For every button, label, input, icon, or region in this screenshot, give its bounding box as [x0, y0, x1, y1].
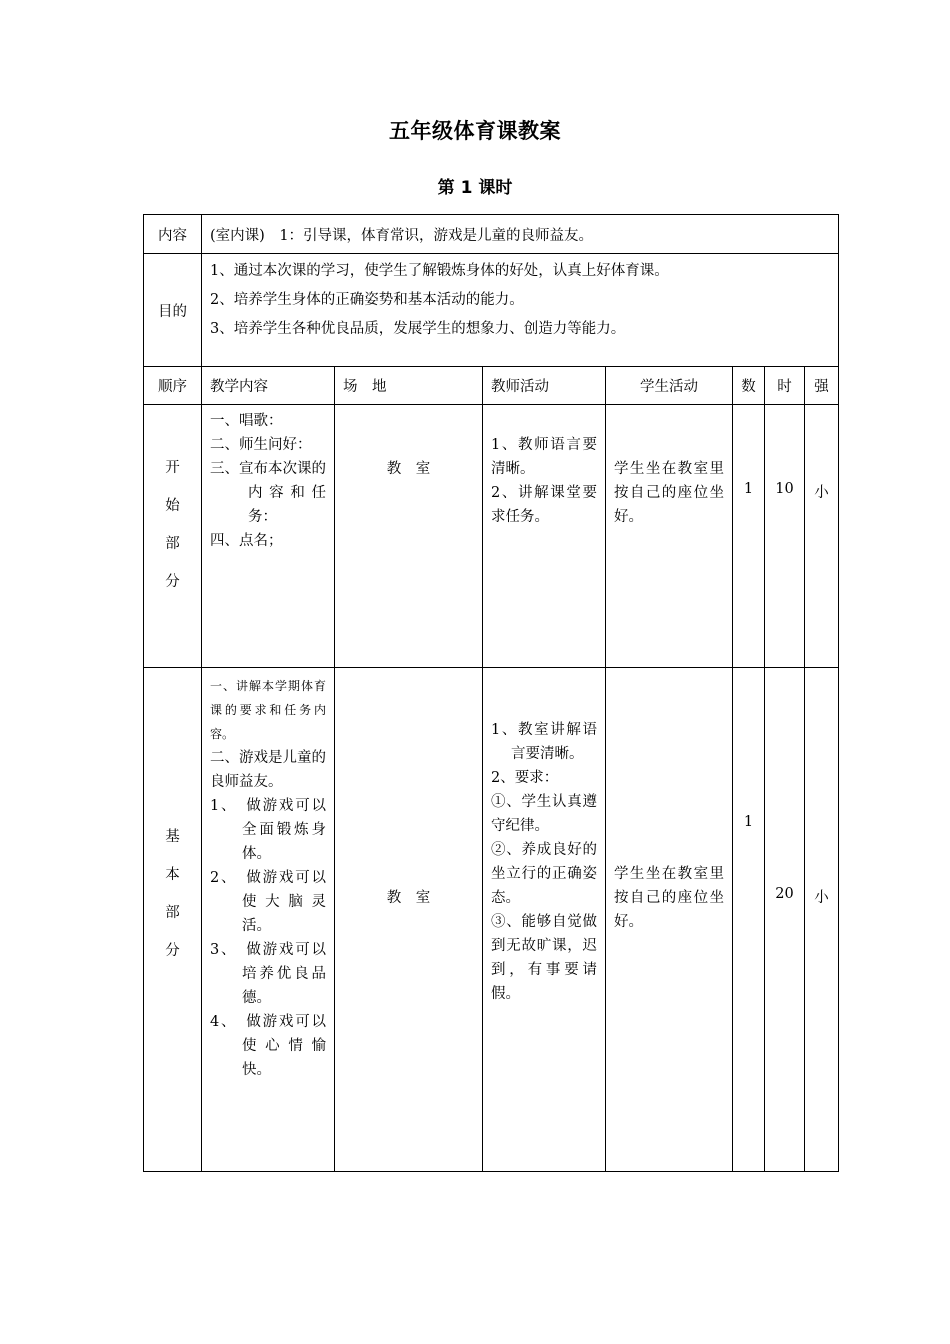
list-item: 2、要求：: [491, 770, 559, 786]
list-item: 2、 做游戏可以使大脑灵活。: [210, 870, 326, 934]
header-intensity: 强: [805, 367, 839, 405]
header-order: 顺序: [144, 367, 202, 405]
lesson-number: 第 1 课时: [437, 178, 513, 198]
section-intensity-start: 小: [805, 405, 839, 668]
section-label-start: 开 始 部 分: [144, 405, 202, 668]
section-time-start: 10: [765, 405, 805, 668]
header-teacher-activity: 教师活动: [483, 367, 606, 405]
content-label: 内容: [144, 215, 202, 254]
section-venue-start: 教 室: [335, 405, 483, 668]
goals-list: [202, 254, 839, 367]
section-content-start: [202, 405, 335, 668]
section-intensity-basic: 小: [805, 668, 839, 1172]
list-item: 1、教室讲解语言要清晰。: [491, 722, 597, 762]
goals-row: [144, 254, 839, 367]
list-item: 一、唱歌：: [210, 413, 283, 429]
section-student-basic: 学生坐在教室里按自己的座位坐好。: [606, 668, 733, 1172]
section-row-start: [144, 405, 839, 668]
list-item: ③、能够自觉做到无故旷课，迟到，有事要请假。: [491, 914, 597, 1002]
goal-item: 2、培养学生身体的正确姿势和基本活动的能力。: [210, 292, 524, 308]
section-count-basic: 1: [733, 668, 765, 1172]
header-student-activity: 学生活动: [606, 367, 733, 405]
list-item: ②、养成良好的坐立行的正确姿态。: [491, 842, 597, 906]
list-item: 4、 做游戏可以使心情愉快。: [210, 1014, 326, 1078]
list-item: 2、讲解课堂要求任务。: [491, 485, 597, 525]
header-venue: 场 地: [335, 367, 483, 405]
section-venue-basic: 教 室: [335, 668, 483, 1172]
list-item: 二、师生问好：: [210, 437, 312, 453]
section-label-basic: 基 本 部 分: [144, 668, 202, 1172]
column-header-row: [144, 367, 839, 405]
section-content-basic: [202, 668, 335, 1172]
header-count: 数: [733, 367, 765, 405]
section-count-start: 1: [733, 405, 765, 668]
content-row: [144, 215, 839, 254]
lesson-plan-table: [143, 214, 839, 1172]
list-item: 一、讲解本学期体育课的要求和任务内容。: [210, 679, 326, 741]
goal-item: 1、通过本次课的学习，使学生了解锻炼身体的好处，认真上好体育课。: [210, 263, 669, 279]
section-time-basic: 20: [765, 668, 805, 1172]
section-student-start: 学生坐在教室里按自己的座位坐好。: [606, 405, 733, 668]
list-item: 3、 做游戏可以培养优良品德。: [210, 942, 326, 1006]
section-teacher-basic: [483, 668, 606, 1172]
section-row-basic: [144, 668, 839, 1172]
list-item: 1、 做游戏可以全面锻炼身体。: [210, 798, 326, 862]
content-text: (室内课) 1：引导课，体育常识，游戏是儿童的良师益友。: [202, 215, 839, 254]
goals-label: 目的: [144, 254, 202, 367]
list-item: 二、游戏是儿童的良师益友。: [210, 750, 326, 790]
list-item: 1、教师语言要清晰。: [491, 437, 597, 477]
goal-item: 3、培养学生各种优良品质，发展学生的想象力、创造力等能力。: [210, 321, 626, 337]
document-title: 五年级体育课教案: [389, 119, 561, 143]
section-teacher-start: [483, 405, 606, 668]
list-item: 三、宣布本次课的内容和任务：: [210, 461, 326, 525]
header-teach-content: 教学内容: [202, 367, 335, 405]
list-item: ①、学生认真遵守纪律。: [491, 794, 597, 834]
header-time: 时: [765, 367, 805, 405]
list-item: 四、点名；: [210, 533, 283, 549]
